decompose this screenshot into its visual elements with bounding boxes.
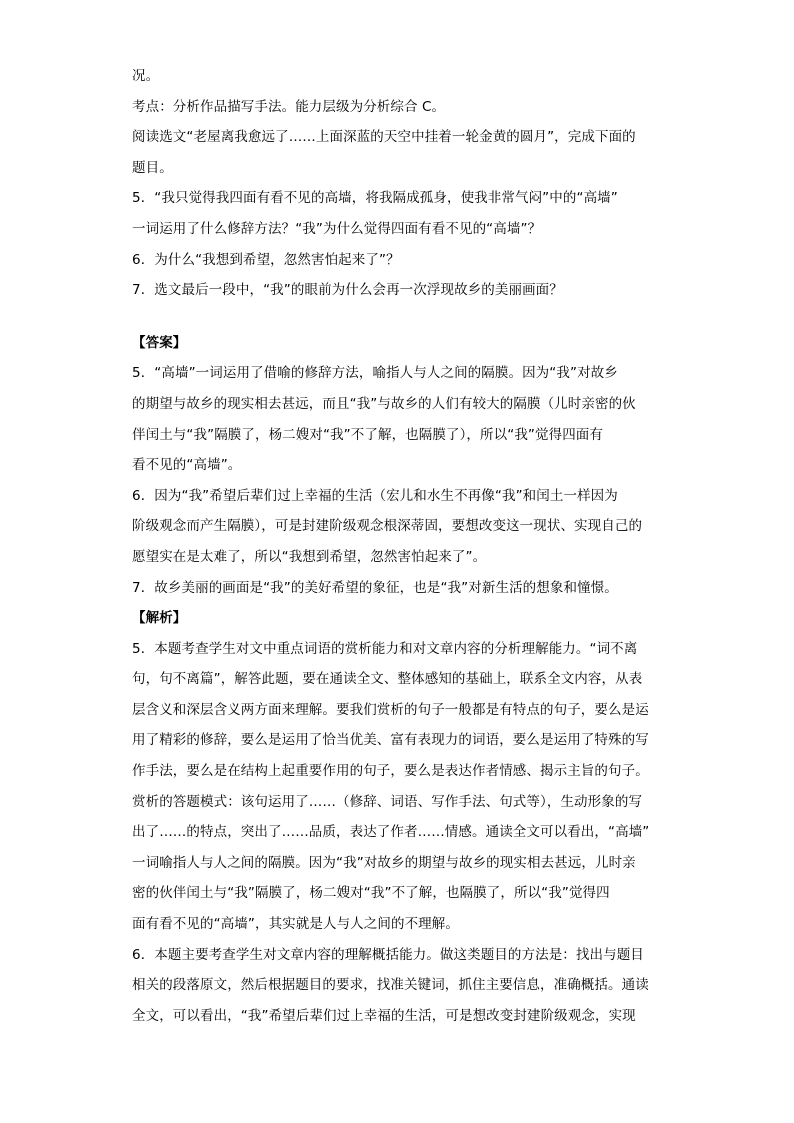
text-line: 题目。 — [132, 159, 173, 176]
analysis-line: 作手法，要么是在结构上起重要作用的句子，要么是表达作者情感、揭示主旨的句子。 — [132, 763, 649, 780]
analysis-line: 面有看不见的“高墙”，其实就是人与人之间的不理解。 — [132, 916, 459, 933]
answer-line: 阶级观念而产生隔膜），可是封建阶级观念根深蒂固，要想改变这一现状、实现自己的 — [132, 518, 643, 535]
analysis-line: 句，句不离篇”，解答此题，要在通读全文、整体感知的基础上，联系全文内容，从表 — [132, 671, 643, 688]
document-body — [132, 64, 668, 1034]
answer-line: 伴闰土与“我”隔膜了，杨二嫂对“我”不了解，也隔膜了），所以“我”觉得四面有 — [132, 426, 604, 443]
spacer — [132, 309, 668, 331]
question-7-line: 7．选文最后一段中，“我”的眼前为什么会再一次浮现故乡的美丽画面？ — [132, 282, 563, 299]
analysis-line: 密的伙伴闰土与“我”隔膜了，杨二嫂对“我”不了解，也隔膜了，所以“我”觉得四 — [132, 885, 610, 902]
answer-line: 的期望与故乡的现实相去甚远，而且“我”与故乡的人们有较大的隔膜（儿时亲密的伙 — [132, 395, 636, 412]
text-line: 况。 — [132, 68, 160, 84]
text-line: 阅读选文“老屋离我愈远了……上面深蓝的天空中挂着一轮金黄的圆月”，完成下面的 — [132, 129, 636, 146]
question-6-line: 6．为什么“我想到希望，忽然害怕起来了”？ — [132, 251, 400, 268]
answer-line: 愿望实在是太难了，所以“我想到希望，忽然害怕起来了”。 — [132, 548, 487, 565]
analysis-line: 层含义和深层含义两方面来理解。要我们赏析的句子一般都是有特点的句子，要么是运 — [132, 701, 649, 718]
analysis-line: 用了精彩的修辞，要么是运用了恰当优美、富有表现力的词语，要么是运用了特殊的写 — [132, 732, 649, 749]
analysis-line: 相关的段落原文，然后根据题目的要求，找准关键词，抓住主要信息，准确概括。通读 — [132, 977, 649, 994]
analysis-line: 出了……的特点，突出了……品质，表达了作者……情感。通读全文可以看出，“高墙” — [132, 824, 650, 841]
text-line: 考点：分析作品描写手法。能力层级为分析综合 C。 — [132, 98, 446, 115]
answer-heading: 【答案】 — [132, 334, 187, 351]
answer-line: 7．故乡美丽的画面是“我”的美好希望的象征，也是“我”对新生活的想象和憧憬。 — [132, 579, 618, 596]
question-5-line: 5．“我只觉得我四面有看不见的高墙，将我隔成孤身，使我非常气闷”中的“高墙” — [132, 190, 618, 207]
answer-line: 看不见的“高墙”。 — [132, 457, 242, 474]
answer-line: 5．“高墙”一词运用了借喻的修辞方法，喻指人与人之间的隔膜。因为“我”对故乡 — [132, 365, 618, 382]
analysis-line: 6．本题主要考查学生对文章内容的理解概括能力。做这类题目的方法是：找出与题目 — [132, 946, 644, 963]
analysis-line: 赏析的答题模式：该句运用了……（修辞、词语、写作手法、句式等），生动形象的写 — [132, 793, 643, 810]
question-5-line: 一词运用了什么修辞方法？“我”为什么觉得四面有看不见的“高墙”？ — [132, 220, 542, 237]
analysis-heading: 【解析】 — [132, 610, 187, 627]
analysis-line: 一词喻指人与人之间的隔膜。因为“我”对故乡的期望与故乡的现实相去甚远，儿时亲 — [132, 854, 636, 871]
answer-line: 6．因为“我”希望后辈们过上幸福的生活（宏儿和水生不再像“我”和闰土一样因为 — [132, 487, 618, 504]
analysis-line: 全文，可以看出，“我”希望后辈们过上幸福的生活，可是想改变封建阶级观念，实现 — [132, 1007, 636, 1024]
analysis-line: 5．本题考查学生对文中重点词语的赏析能力和对文章内容的分析理解能力。“词不离 — [132, 640, 638, 657]
